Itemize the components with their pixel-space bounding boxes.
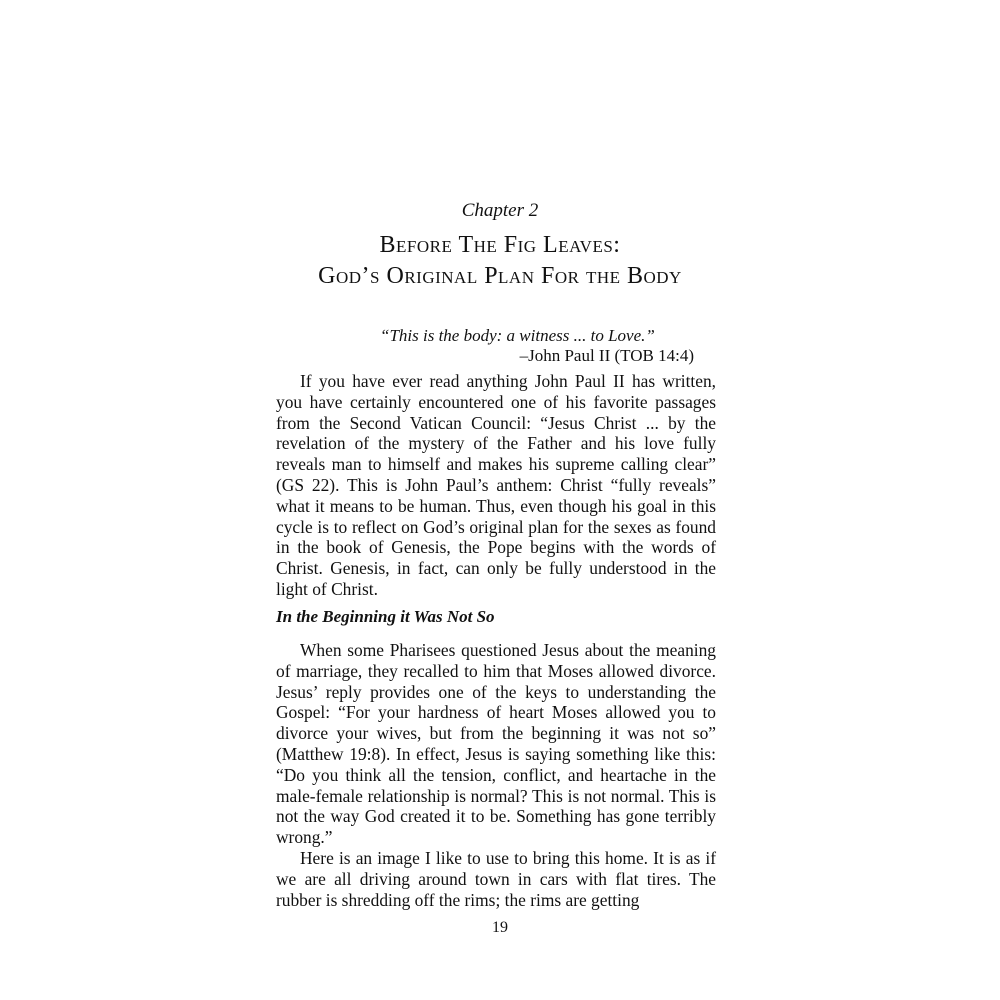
epigraph-quote: “This is the body: a witness ... to Love.” <box>380 326 655 345</box>
epigraph-attribution: –John Paul II (TOB 14:4) <box>519 346 694 365</box>
paragraph: When some Pharisees questioned Jesus about the meaning of marriage, they recalled to him that Moses allowed divorce. Jesus’ reply provides one of the keys to understanding the Gospel: “For your hardness of heart Moses allowed you to divorce your wives, but from the beginning it was not so” (Matthew 19:8). In effect, Jesus is saying something like this: “Do you think all the tension, conflict, and heartache in the male-female relationship is normal? This is not normal. This is not the way God created it to be. Something has gone terribly wrong.” <box>276 640 716 848</box>
paragraph: Here is an image I like to use to bring this home. It is as if we are all driving around town in cars with flat tires. The rubber is shredding off the rims; the rims are getting <box>276 847 716 910</box>
paragraph: If you have ever read anything John Paul II has written, you have certainly encountered one of his favorite passages from the Second Vatican Council: “Jesus Christ ... by the revelation of the mystery of the Father and his love fully reveals man to himself and makes his supreme calling clear” (GS 22). This is John Paul’s anthem: Christ “fully reveals” what it means to be human. Thus, even though his goal in this cycle is to reflect on God’s original plan for the sexes as found in the book of Genesis, the Pope begins with the words of Christ. Genesis, in fact, can only be fully understood in the light of Christ. <box>276 371 716 599</box>
intro-text <box>276 371 716 600</box>
epigraph <box>380 326 710 366</box>
chapter-label: Chapter 2 <box>461 200 539 221</box>
chapter-title-line-2: God’s Original Plan For the Body <box>318 263 682 289</box>
page-number: 19 <box>492 919 508 936</box>
chapter-title-line-1: Before The Fig Leaves: <box>379 232 621 258</box>
section-heading: In the Beginning it Was Not So <box>276 607 495 626</box>
section-text <box>276 640 716 910</box>
